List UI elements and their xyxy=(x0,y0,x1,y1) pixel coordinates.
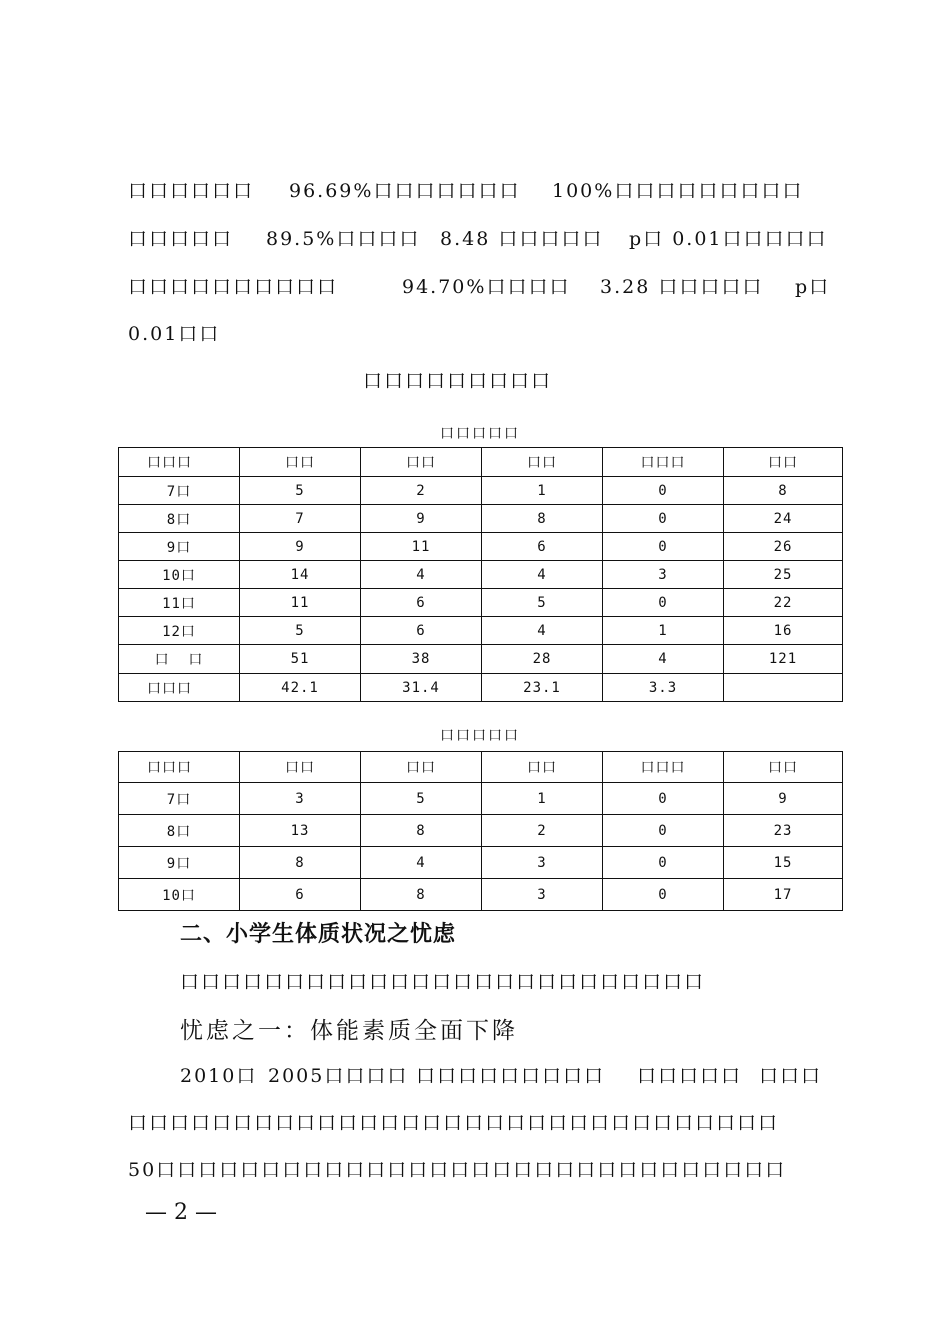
table-cell: 3 xyxy=(240,783,361,815)
table-cell: 0 xyxy=(603,783,724,815)
table-cell: 0 xyxy=(603,879,724,911)
p3-line1-seg5: 口口口 xyxy=(759,1065,823,1087)
table-cell: 4 xyxy=(482,617,603,645)
table-cell: 8 xyxy=(361,879,482,911)
section-heading: 二、小学生体质状况之忧虑 xyxy=(180,922,457,947)
table-cell: 7 xyxy=(240,505,361,533)
table-cell: 4 xyxy=(361,561,482,589)
table-cell: 1 xyxy=(482,783,603,815)
p1-line1-seg2: 96.69%口口口口口口口 xyxy=(289,180,521,202)
table-cell: 38 xyxy=(361,645,482,674)
table-cell: 5 xyxy=(361,783,482,815)
subheading-worry-1: 忧虑之一：体能素质全面下降 xyxy=(180,1018,518,1044)
table-cell: 5 xyxy=(240,477,361,505)
table-cell: 8口 xyxy=(119,815,240,847)
table-row xyxy=(119,589,843,617)
table-cell: 8 xyxy=(361,815,482,847)
p1-line3-seg2: 94.70%口口口口 xyxy=(402,276,571,298)
table-cell: 23.1 xyxy=(482,674,603,702)
table-cell: 0 xyxy=(603,847,724,879)
table-cell: 9 xyxy=(240,533,361,561)
table2-caption: 口口口口口 xyxy=(440,728,520,744)
p1-line4: 0.01口口 xyxy=(128,323,221,345)
table-cell: 26 xyxy=(724,533,843,561)
table-cell: 3.3 xyxy=(603,674,724,702)
table-row xyxy=(119,815,843,847)
table-cell: 3 xyxy=(482,847,603,879)
table-cell: 8 xyxy=(240,847,361,879)
table-cell: 24 xyxy=(724,505,843,533)
table-cell: 8口 xyxy=(119,505,240,533)
table-cell: 7口 xyxy=(119,477,240,505)
table-cell: 22 xyxy=(724,589,843,617)
table-cell: 17 xyxy=(724,879,843,911)
table-cell: 0 xyxy=(603,589,724,617)
page-number: — 2 — xyxy=(145,1200,217,1225)
table-row xyxy=(119,847,843,879)
table-cell: 121 xyxy=(724,645,843,674)
p1-line3-seg4: p口 xyxy=(795,276,831,298)
table1-header-grade: 口口口 xyxy=(119,448,240,477)
table-row xyxy=(119,505,843,533)
table-cell: 10口 xyxy=(119,561,240,589)
table-row xyxy=(119,561,843,589)
table-cell: 16 xyxy=(724,617,843,645)
table-cell: 0 xyxy=(603,477,724,505)
table-cell: 15 xyxy=(724,847,843,879)
table-row-percent xyxy=(119,674,843,702)
table1-header-col1: 口口 xyxy=(240,448,361,477)
p1-line1-seg3: 100%口口口口口口口口口 xyxy=(552,180,804,202)
p1-line2-seg2: 89.5%口口口口 xyxy=(266,228,421,250)
table-cell: 1 xyxy=(603,617,724,645)
table-cell: 14 xyxy=(240,561,361,589)
p1-line3-seg3: 3.28 口口口口口 xyxy=(600,276,764,298)
p1-line2-seg3: 8.48 口口口口口 xyxy=(440,228,604,250)
table-row xyxy=(119,533,843,561)
table-cell: 6 xyxy=(361,617,482,645)
table-cell: 8 xyxy=(724,477,843,505)
table-cell: 42.1 xyxy=(240,674,361,702)
table2-header-col1: 口口 xyxy=(240,752,361,783)
p3-line1-seg3: 口口口口口口口口口 xyxy=(416,1065,606,1087)
table-cell: 3 xyxy=(482,879,603,911)
p3-line3: 50口口口口口口口口口口口口口口口口口口口口口口口口口口口口口口 xyxy=(128,1159,787,1181)
table-cell: 4 xyxy=(361,847,482,879)
table-cell: 51 xyxy=(240,645,361,674)
table1-header-total: 口口 xyxy=(724,448,843,477)
table-cell: 31.4 xyxy=(361,674,482,702)
table1-header-col2: 口口 xyxy=(361,448,482,477)
p1-line3-seg1: 口口口口口口口口口口 xyxy=(128,276,339,298)
table-cell: 9 xyxy=(724,783,843,815)
table-cell: 10口 xyxy=(119,879,240,911)
table-cell: 11 xyxy=(361,533,482,561)
table-cell xyxy=(724,674,843,702)
table-cell: 9口 xyxy=(119,847,240,879)
table1 xyxy=(118,447,843,702)
table-cell: 12口 xyxy=(119,617,240,645)
table-cell: 2 xyxy=(361,477,482,505)
table-row xyxy=(119,879,843,911)
table-cell: 4 xyxy=(482,561,603,589)
table-cell: 4 xyxy=(603,645,724,674)
table-cell: 口口口 xyxy=(119,674,240,702)
p3-line1-seg4: 口口口口口 xyxy=(637,1065,743,1087)
table-cell: 3 xyxy=(603,561,724,589)
p3-line1-seg2: 2005口口口口 xyxy=(268,1065,409,1087)
table-row xyxy=(119,477,843,505)
table-row xyxy=(119,783,843,815)
table-cell: 6 xyxy=(361,589,482,617)
table-cell: 6 xyxy=(482,533,603,561)
table-cell: 口 口 xyxy=(119,645,240,674)
table-cell: 6 xyxy=(240,879,361,911)
table-cell: 1 xyxy=(482,477,603,505)
table-cell: 11口 xyxy=(119,589,240,617)
table1-caption: 口口口口口 xyxy=(440,426,520,442)
table1-header-col3: 口口 xyxy=(482,448,603,477)
table2 xyxy=(118,751,843,911)
table-cell: 28 xyxy=(482,645,603,674)
table-row-total xyxy=(119,645,843,674)
table-cell: 23 xyxy=(724,815,843,847)
section-title: 口口口口口口口口口 xyxy=(363,370,553,392)
table-cell: 2 xyxy=(482,815,603,847)
table2-header-grade: 口口口 xyxy=(119,752,240,783)
table-cell: 5 xyxy=(240,617,361,645)
table1-header-col4: 口口口 xyxy=(603,448,724,477)
p3-line2: 口口口口口口口口口口口口口口口口口口口口口口口口口口口口口口口 xyxy=(128,1112,780,1134)
table-cell: 7口 xyxy=(119,783,240,815)
table2-header-col3: 口口 xyxy=(482,752,603,783)
table2-header-total: 口口 xyxy=(724,752,843,783)
table2-header-col4: 口口口 xyxy=(603,752,724,783)
p3-line1-seg1: 2010口 xyxy=(180,1065,258,1087)
table-cell: 8 xyxy=(482,505,603,533)
table-cell: 0 xyxy=(603,505,724,533)
table2-header-row xyxy=(119,752,843,783)
paragraph-2: 口口口口口口口口口口口口口口口口口口口口口口口口口 xyxy=(180,971,706,993)
table-cell: 9口 xyxy=(119,533,240,561)
table-cell: 13 xyxy=(240,815,361,847)
p1-line1-seg1: 口口口口口口 xyxy=(128,180,255,202)
p1-line2-seg4: p口 0.01口口口口口 xyxy=(629,228,828,250)
table-cell: 25 xyxy=(724,561,843,589)
table-cell: 11 xyxy=(240,589,361,617)
table1-header-row xyxy=(119,448,843,477)
table-cell: 0 xyxy=(603,815,724,847)
p1-line2-seg1: 口口口口口 xyxy=(128,228,234,250)
table-cell: 9 xyxy=(361,505,482,533)
table2-header-col2: 口口 xyxy=(361,752,482,783)
table-cell: 0 xyxy=(603,533,724,561)
table-cell: 5 xyxy=(482,589,603,617)
table-row xyxy=(119,617,843,645)
